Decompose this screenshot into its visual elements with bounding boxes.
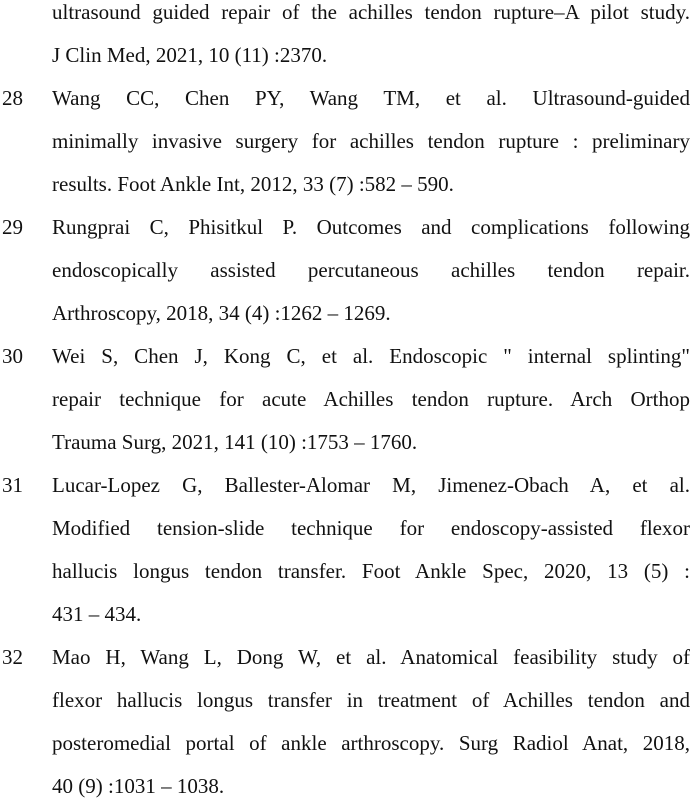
reference-line: Mao H, Wang L, Dong W, et al. Anatomical feasibility study of [52, 645, 690, 669]
reference-number: 31 [2, 473, 23, 497]
reference-line: results. Foot Ankle Int, 2012, 33 (7) :582 – 590. [52, 172, 454, 196]
reference-line: flexor hallucis longus transfer in treatment of Achilles tendon and [52, 688, 690, 712]
reference-line: J Clin Med, 2021, 10 (11) :2370. [52, 43, 328, 67]
reference-line: posteromedial portal of ankle arthroscopy. Surg Radiol Anat, 2018, [52, 731, 690, 755]
reference-line: ultrasound guided repair of the achilles tendon rupture–A pilot study. [52, 0, 690, 24]
reference-line: Modified tension-slide technique for endoscopy-assisted flexor [52, 516, 690, 540]
reference-number: 30 [2, 344, 23, 368]
reference-line: Lucar-Lopez G, Ballester-Alomar M, Jimenez-Obach A, et al. [52, 473, 690, 497]
reference-line: Wei S, Chen J, Kong C, et al. Endoscopic " internal splinting" [52, 344, 690, 368]
reference-line: 40 (9) :1031 – 1038. [52, 774, 225, 798]
reference-number: 28 [2, 86, 23, 110]
reference-line: Rungprai C, Phisitkul P. Outcomes and complications following [52, 215, 690, 239]
reference-line: repair technique for acute Achilles tendon rupture. Arch Orthop [52, 387, 690, 411]
reference-line: endoscopically assisted percutaneous achilles tendon repair. [52, 258, 690, 282]
reference-line: Wang CC, Chen PY, Wang TM, et al. Ultrasound-guided [52, 86, 690, 110]
reference-number: 29 [2, 215, 23, 239]
reference-line: minimally invasive surgery for achilles tendon rupture : preliminary [52, 129, 690, 153]
reference-number: 32 [2, 645, 23, 669]
reference-line: 431 – 434. [52, 602, 142, 626]
reference-line: Trauma Surg, 2021, 141 (10) :1753 – 1760. [52, 430, 418, 454]
reference-line: Arthroscopy, 2018, 34 (4) :1262 – 1269. [52, 301, 391, 325]
reference-line: hallucis longus tendon transfer. Foot Ankle Spec, 2020, 13 (5) : [52, 559, 690, 583]
